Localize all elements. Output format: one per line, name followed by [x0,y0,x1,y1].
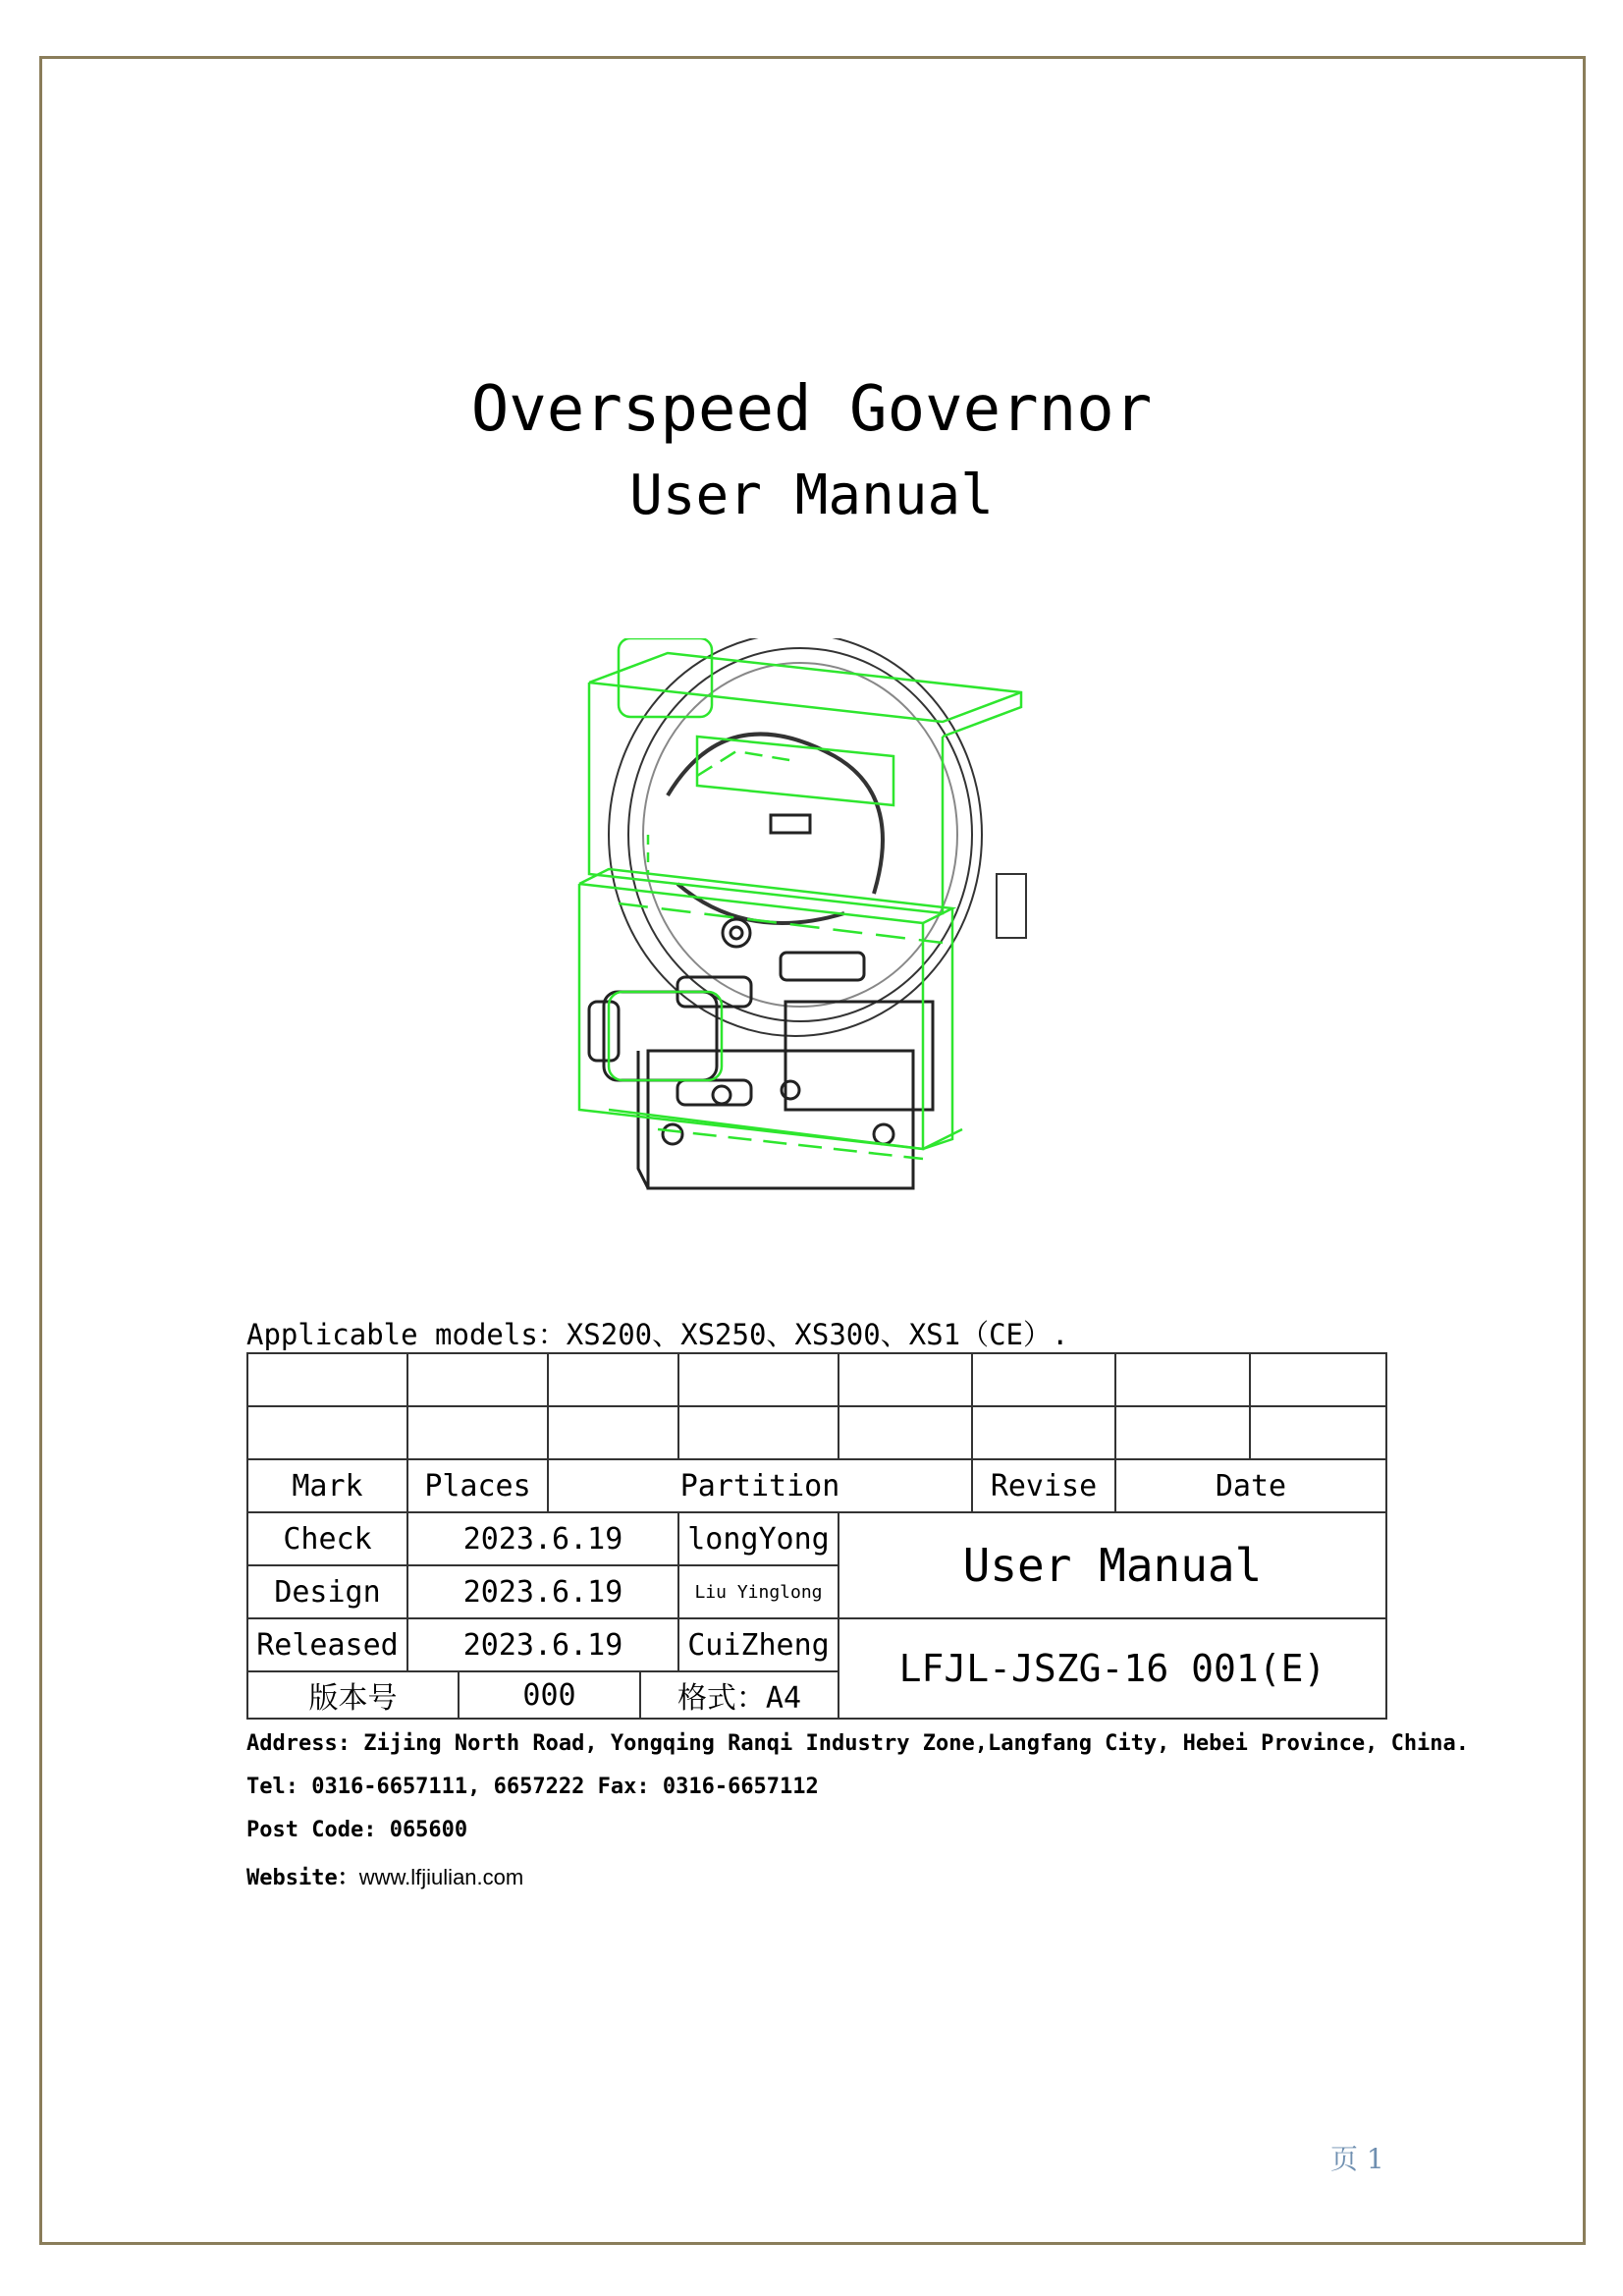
blank-cell [1115,1353,1250,1406]
version-value: 000 [460,1672,641,1718]
header-revise: Revise [972,1459,1115,1512]
released-name: CuiZheng [678,1618,839,1671]
version-cell [247,1671,839,1719]
post-code-line: Post Code: 065600 [246,1818,468,1842]
header-places: Places [407,1459,548,1512]
blank-cell [1115,1406,1250,1459]
blank-cell [407,1353,548,1406]
blank-cell [548,1406,678,1459]
blank-row [247,1406,1386,1459]
doc-number-cell: LFJL-JSZG-16 001(E) [839,1618,1386,1719]
format-label: 格式：A4 [676,1681,802,1716]
page-number: 页 1 [1330,2143,1384,2175]
check-label: Check [247,1512,407,1565]
design-date: 2023.6.19 [407,1565,678,1618]
header-mark: Mark [247,1459,407,1512]
check-row [247,1512,1386,1565]
released-row [247,1618,1386,1671]
doc-title-cell: User Manual [839,1512,1386,1618]
blank-cell [839,1406,972,1459]
check-date: 2023.6.19 [407,1512,678,1565]
revision-table [246,1352,1387,1720]
blank-cell [247,1353,407,1406]
tel-fax-line: Tel: 0316-6657111, 6657222 Fax: 0316-6657112 [246,1775,819,1799]
blank-cell [678,1353,839,1406]
design-name: Liu Yinglong [678,1565,839,1618]
blank-cell [972,1353,1115,1406]
version-label: 版本号 [248,1672,460,1718]
released-date: 2023.6.19 [407,1618,678,1671]
website-link[interactable]: www.lfjiulian.com [358,1865,524,1889]
blank-cell [1250,1406,1386,1459]
header-row [247,1459,1386,1512]
document-title: Overspeed Governor [470,373,1153,446]
applicable-models: Applicable models：XS200、XS250、XS300、XS1（CE）. [246,1318,1069,1351]
blank-cell [548,1353,678,1406]
blank-cell [839,1353,972,1406]
blank-cell [1250,1353,1386,1406]
website-line [246,1861,523,1891]
overspeed-governor-drawing [550,638,1041,1208]
check-name: longYong [678,1512,839,1565]
address-line: Address: Zijing North Road, Yongqing Ranqi Industry Zone,Langfang City, Hebei Province, China. [246,1731,1470,1756]
design-label: Design [247,1565,407,1618]
header-date: Date [1115,1459,1386,1512]
blank-cell [407,1406,548,1459]
blank-cell [247,1406,407,1459]
released-label: Released [247,1618,407,1671]
header-partition: Partition [548,1459,972,1512]
document-subtitle: User Manual [629,464,994,527]
blank-cell [678,1406,839,1459]
blank-row [247,1353,1386,1406]
website-label: Website： [246,1866,359,1890]
blank-cell [972,1406,1115,1459]
